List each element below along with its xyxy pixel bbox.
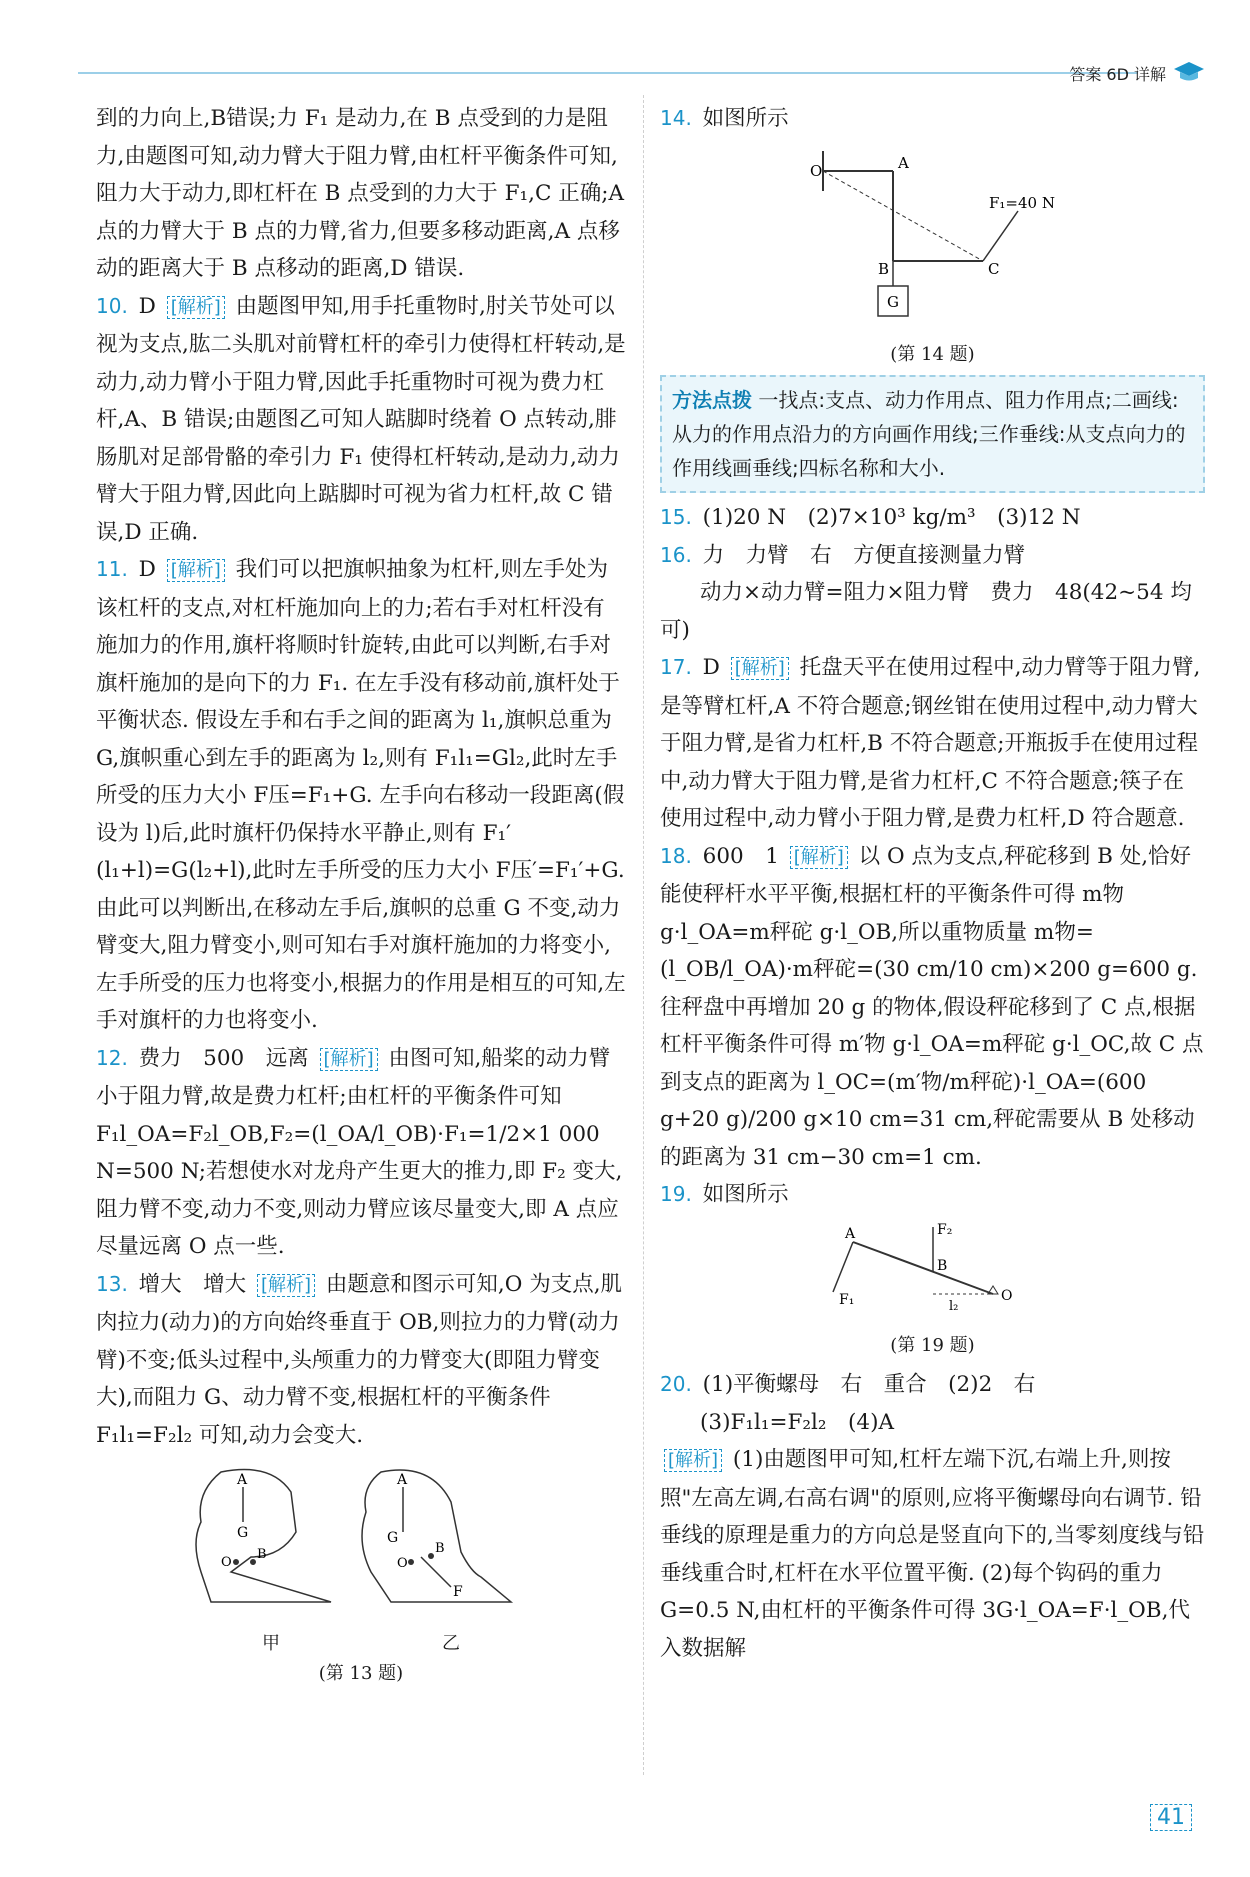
answer-20 bbox=[660, 1366, 1205, 1667]
answer-9-continued: 到的力向上,B错误;力 F₁ 是动力,在 B 点受到的力是阻力,由题图可知,动力臂大于阻力臂,由杠杆平衡条件可知,阻力大于动力,即杠杆在 B 点受到的力大于 F₁,C 正确;A 点的力臂大于 B 点的力臂,省力,但要多移动距离,A 点移动的距离大于 B 点移动的距离,D 错误. bbox=[96, 106, 625, 281]
answer-text: 如图所示 bbox=[702, 1182, 789, 1207]
answer-choice: 增大 增大 bbox=[138, 1271, 247, 1297]
answer-14 bbox=[660, 100, 1205, 138]
answer-19 bbox=[660, 1176, 1205, 1214]
svg-text:O: O bbox=[809, 161, 822, 180]
svg-text:F: F bbox=[453, 1584, 463, 1600]
answer-16 bbox=[660, 537, 1205, 650]
method-tip-box bbox=[660, 375, 1205, 493]
question-number: 19. bbox=[660, 1182, 692, 1206]
answer-text-line2: 动力×动力臂=阻力×阻力臂 费力 48(42~54 均可) bbox=[660, 580, 1192, 643]
answer-text: (1)20 N (2)7×10³ kg/m³ (3)12 N bbox=[702, 505, 1081, 530]
column-divider bbox=[643, 95, 644, 1775]
answer-15 bbox=[660, 499, 1205, 537]
answer-text: (1)平衡螺母 右 重合 (2)2 右 bbox=[702, 1372, 1036, 1397]
figure-label-jia: 甲 bbox=[262, 1632, 280, 1654]
figure-label-yi: 乙 bbox=[442, 1632, 460, 1654]
figure-14-caption: (第 14 题) bbox=[890, 344, 975, 365]
question-number: 10. bbox=[96, 293, 128, 318]
answer-choice: D bbox=[702, 655, 720, 680]
answer-choice: D bbox=[138, 557, 156, 582]
lever-diagram-14 bbox=[783, 146, 1083, 331]
question-number: 18. bbox=[660, 843, 692, 868]
svg-text:G: G bbox=[387, 1530, 399, 1546]
neck-lever-diagram bbox=[181, 1462, 541, 1612]
svg-text:C: C bbox=[987, 259, 999, 278]
analysis-tag: [解析] bbox=[257, 1274, 315, 1297]
answer-text-line2: (3)F₁l₁=F₂l₂ (4)A bbox=[700, 1409, 895, 1435]
analysis-text: 由图可知,船桨的动力臂小于阻力臂,故是费力杠杆;由杠杆的平衡条件可知 F₁l_OA=F₂l_OB,F₂=(l_OA/l_OB)·F₁=1/2×1 000 N=500 N;若想使水对龙舟产生更大的推力,即 F₂ 变大,阻力臂不变,动力不变,则动力臂应该尽量变大,即 A 点应尽量远离 O 点一些. bbox=[96, 1045, 623, 1259]
header-title: 答案 6D 详解 bbox=[1069, 65, 1166, 84]
force-label: F₁=40 N bbox=[988, 193, 1055, 212]
answer-11 bbox=[96, 551, 626, 1040]
page-number: 41 bbox=[1150, 1804, 1192, 1831]
analysis-tag: [解析] bbox=[320, 1048, 378, 1071]
svg-text:O: O bbox=[221, 1555, 232, 1570]
svg-text:B: B bbox=[936, 1257, 947, 1274]
analysis-text: (1)由题图甲可知,杠杆左端下沉,右端上升,则按照"左高左调,右高右调"的原则,应将平衡螺母向右调节. 铅垂线的原理是重力的方向总是竖直向下的,当零刻度线与铅垂线重合时,杠杆在水平位置平衡. (2)每个钩码的重力 G=0.5 N,由杠杆的平衡条件可得 3G·l_OA=F·l_OB,代入数据解 bbox=[660, 1447, 1205, 1661]
analysis-text: 由题意和图示可知,O 为支点,肌肉拉力(动力)的方向始终垂直于 OB,则拉力的力臂(动力臂)不变;低头过程中,头颅重力的力臂变大(即阻力臂变大),而阻力 G、动力臂不变,根据杠杆的平衡条件 F₁l₁=F₂l₂ 可知,动力会变大. bbox=[96, 1271, 623, 1448]
svg-text:F₁: F₁ bbox=[838, 1291, 854, 1308]
lever-diagram-19 bbox=[823, 1222, 1043, 1322]
question-number: 14. bbox=[660, 106, 692, 130]
figure-13-caption: (第 13 题) bbox=[318, 1663, 404, 1684]
svg-text:A: A bbox=[237, 1472, 248, 1488]
answer-choice: 费力 500 远离 bbox=[138, 1045, 309, 1071]
right-column bbox=[660, 100, 1205, 1667]
figure-13 bbox=[96, 1462, 626, 1686]
question-number: 11. bbox=[96, 557, 128, 581]
question-number: 15. bbox=[660, 505, 692, 529]
svg-text:G: G bbox=[237, 1525, 249, 1541]
analysis-tag: [解析] bbox=[790, 846, 848, 869]
answer-text: 如图所示 bbox=[702, 106, 789, 131]
question-number: 16. bbox=[660, 542, 692, 567]
svg-text:O: O bbox=[1000, 1287, 1012, 1304]
figure-19 bbox=[660, 1222, 1205, 1359]
svg-text:F₂: F₂ bbox=[936, 1221, 952, 1238]
figure-19-caption: (第 19 题) bbox=[890, 1335, 975, 1356]
svg-text:B: B bbox=[435, 1541, 445, 1556]
question-number: 17. bbox=[660, 655, 692, 679]
svg-text:l₂: l₂ bbox=[948, 1298, 958, 1314]
answer-choice: D bbox=[138, 293, 156, 319]
svg-text:G: G bbox=[886, 292, 899, 311]
answer-18 bbox=[660, 838, 1205, 1177]
question-number: 12. bbox=[96, 1045, 128, 1070]
svg-text:B: B bbox=[877, 259, 889, 278]
tip-title: 方法点拨 bbox=[672, 388, 752, 412]
analysis-text: 我们可以把旗帜抽象为杠杆,则左手处为该杠杆的支点,对杠杆施加向上的力;若右手对杠杆没有施加力的作用,旗杆将顺时针旋转,由此可以判断,右手对旗杆施加的是向下的力 F₁. 在左手没有移动前,旗杆处于平衡状态. 假设左手和右手之间的距离为 l₁,旗帜总重为 G,旗帜重心到左手的距离为 l₂,则有 F₁l₁=Gl₂,此时左手所受的压力大小 F压=F₁+G. 左手向右移动一段距离(假设为 l)后,此时旗杆仍保持水平静止,则有 F₁′(l₁+l)=G(l₂+l),此时左手所受的压力大小 F压′=F₁′+G. 由此可以判断出,在移动左手后,旗帜的总重 G 不变,动力臂变大,阻力臂变小,则可知右手对旗杆施加的力将变小,左手所受的压力也将变小,根据力的作用是相互的可知,左手对旗杆的力也将变小. bbox=[96, 557, 626, 1033]
question-number: 20. bbox=[660, 1372, 692, 1396]
mortarboard-icon bbox=[1172, 58, 1206, 86]
analysis-tag: [解析] bbox=[731, 657, 789, 680]
answer-13 bbox=[96, 1266, 626, 1455]
svg-text:A: A bbox=[897, 153, 909, 172]
analysis-text: 托盘天平在使用过程中,动力臂等于阻力臂,是等臂杠杆,A 不符合题意;钢丝钳在使用过程中,动力臂大于阻力臂,是省力杠杆,B 不符合题意;开瓶扳手在使用过程中,动力臂大于阻力臂,是省力杠杆,C 不符合题意;筷子在使用过程中,动力臂小于阻力臂,是费力杠杆,D 符合题意. bbox=[660, 655, 1201, 831]
svg-text:A: A bbox=[397, 1472, 408, 1488]
svg-text:O: O bbox=[397, 1556, 408, 1571]
left-column bbox=[96, 100, 626, 1694]
question-number: 13. bbox=[96, 1271, 128, 1296]
tip-text: 一找点:支点、动力作用点、阻力作用点;二画线:从力的作用点沿力的方向画作用线;三作垂线:从支点向力的作用线画垂线;四标名称和大小. bbox=[672, 388, 1186, 480]
analysis-text: 由题图甲知,用手托重物时,肘关节处可以视为支点,肱二头肌对前臂杠杆的牵引力使得杠杆转动,是动力,动力臂小于阻力臂,因此手托重物时可视为费力杠杆,A、B 错误;由题图乙可知人踮脚时绕着 O 点转动,腓肠肌对足部骨骼的牵引力 F₁ 使得杠杆转动,是动力,动力臂大于阻力臂,因此向上踮脚时可视为省力杠杆,故 C 错误,D 正确. bbox=[96, 293, 626, 545]
svg-text:A: A bbox=[844, 1225, 855, 1242]
answer-12 bbox=[96, 1040, 626, 1266]
analysis-text: 以 O 点为支点,秤砣移到 B 处,恰好能使秤杆水平平衡,根据杠杆的平衡条件可得 m物 g·l_OA=m秤砣 g·l_OB,所以重物质量 m物=(l_OB/l_OA)·m秤砣=(30 cm/10 cm)×200 g=600 g. 往秤盘中再增加 20 g 的物体,假设秤砣移到了 C 点,根据杠杆平衡条件可得 m′物 g·l_OA=m秤砣 g·l_OC,故 C 点到支点的距离为 l_OC=(m′物/m秤砣)·l_OA=(600 g+20 g)/200 g×10 cm=31 cm,秤砣需要从 B 处移动的距离为 31 cm−30 cm=1 cm. bbox=[660, 843, 1204, 1170]
answer-10 bbox=[96, 288, 626, 552]
answer-text: 力 力臂 右 方便直接测量力臂 bbox=[702, 542, 1026, 568]
analysis-tag: [解析] bbox=[664, 1449, 722, 1472]
answer-choice: 600 1 bbox=[702, 843, 779, 869]
analysis-tag: [解析] bbox=[167, 296, 225, 319]
answer-17 bbox=[660, 649, 1205, 838]
figure-14 bbox=[660, 146, 1205, 368]
svg-text:B: B bbox=[257, 1547, 267, 1562]
header-rule bbox=[78, 72, 1138, 74]
analysis-tag: [解析] bbox=[167, 559, 225, 582]
